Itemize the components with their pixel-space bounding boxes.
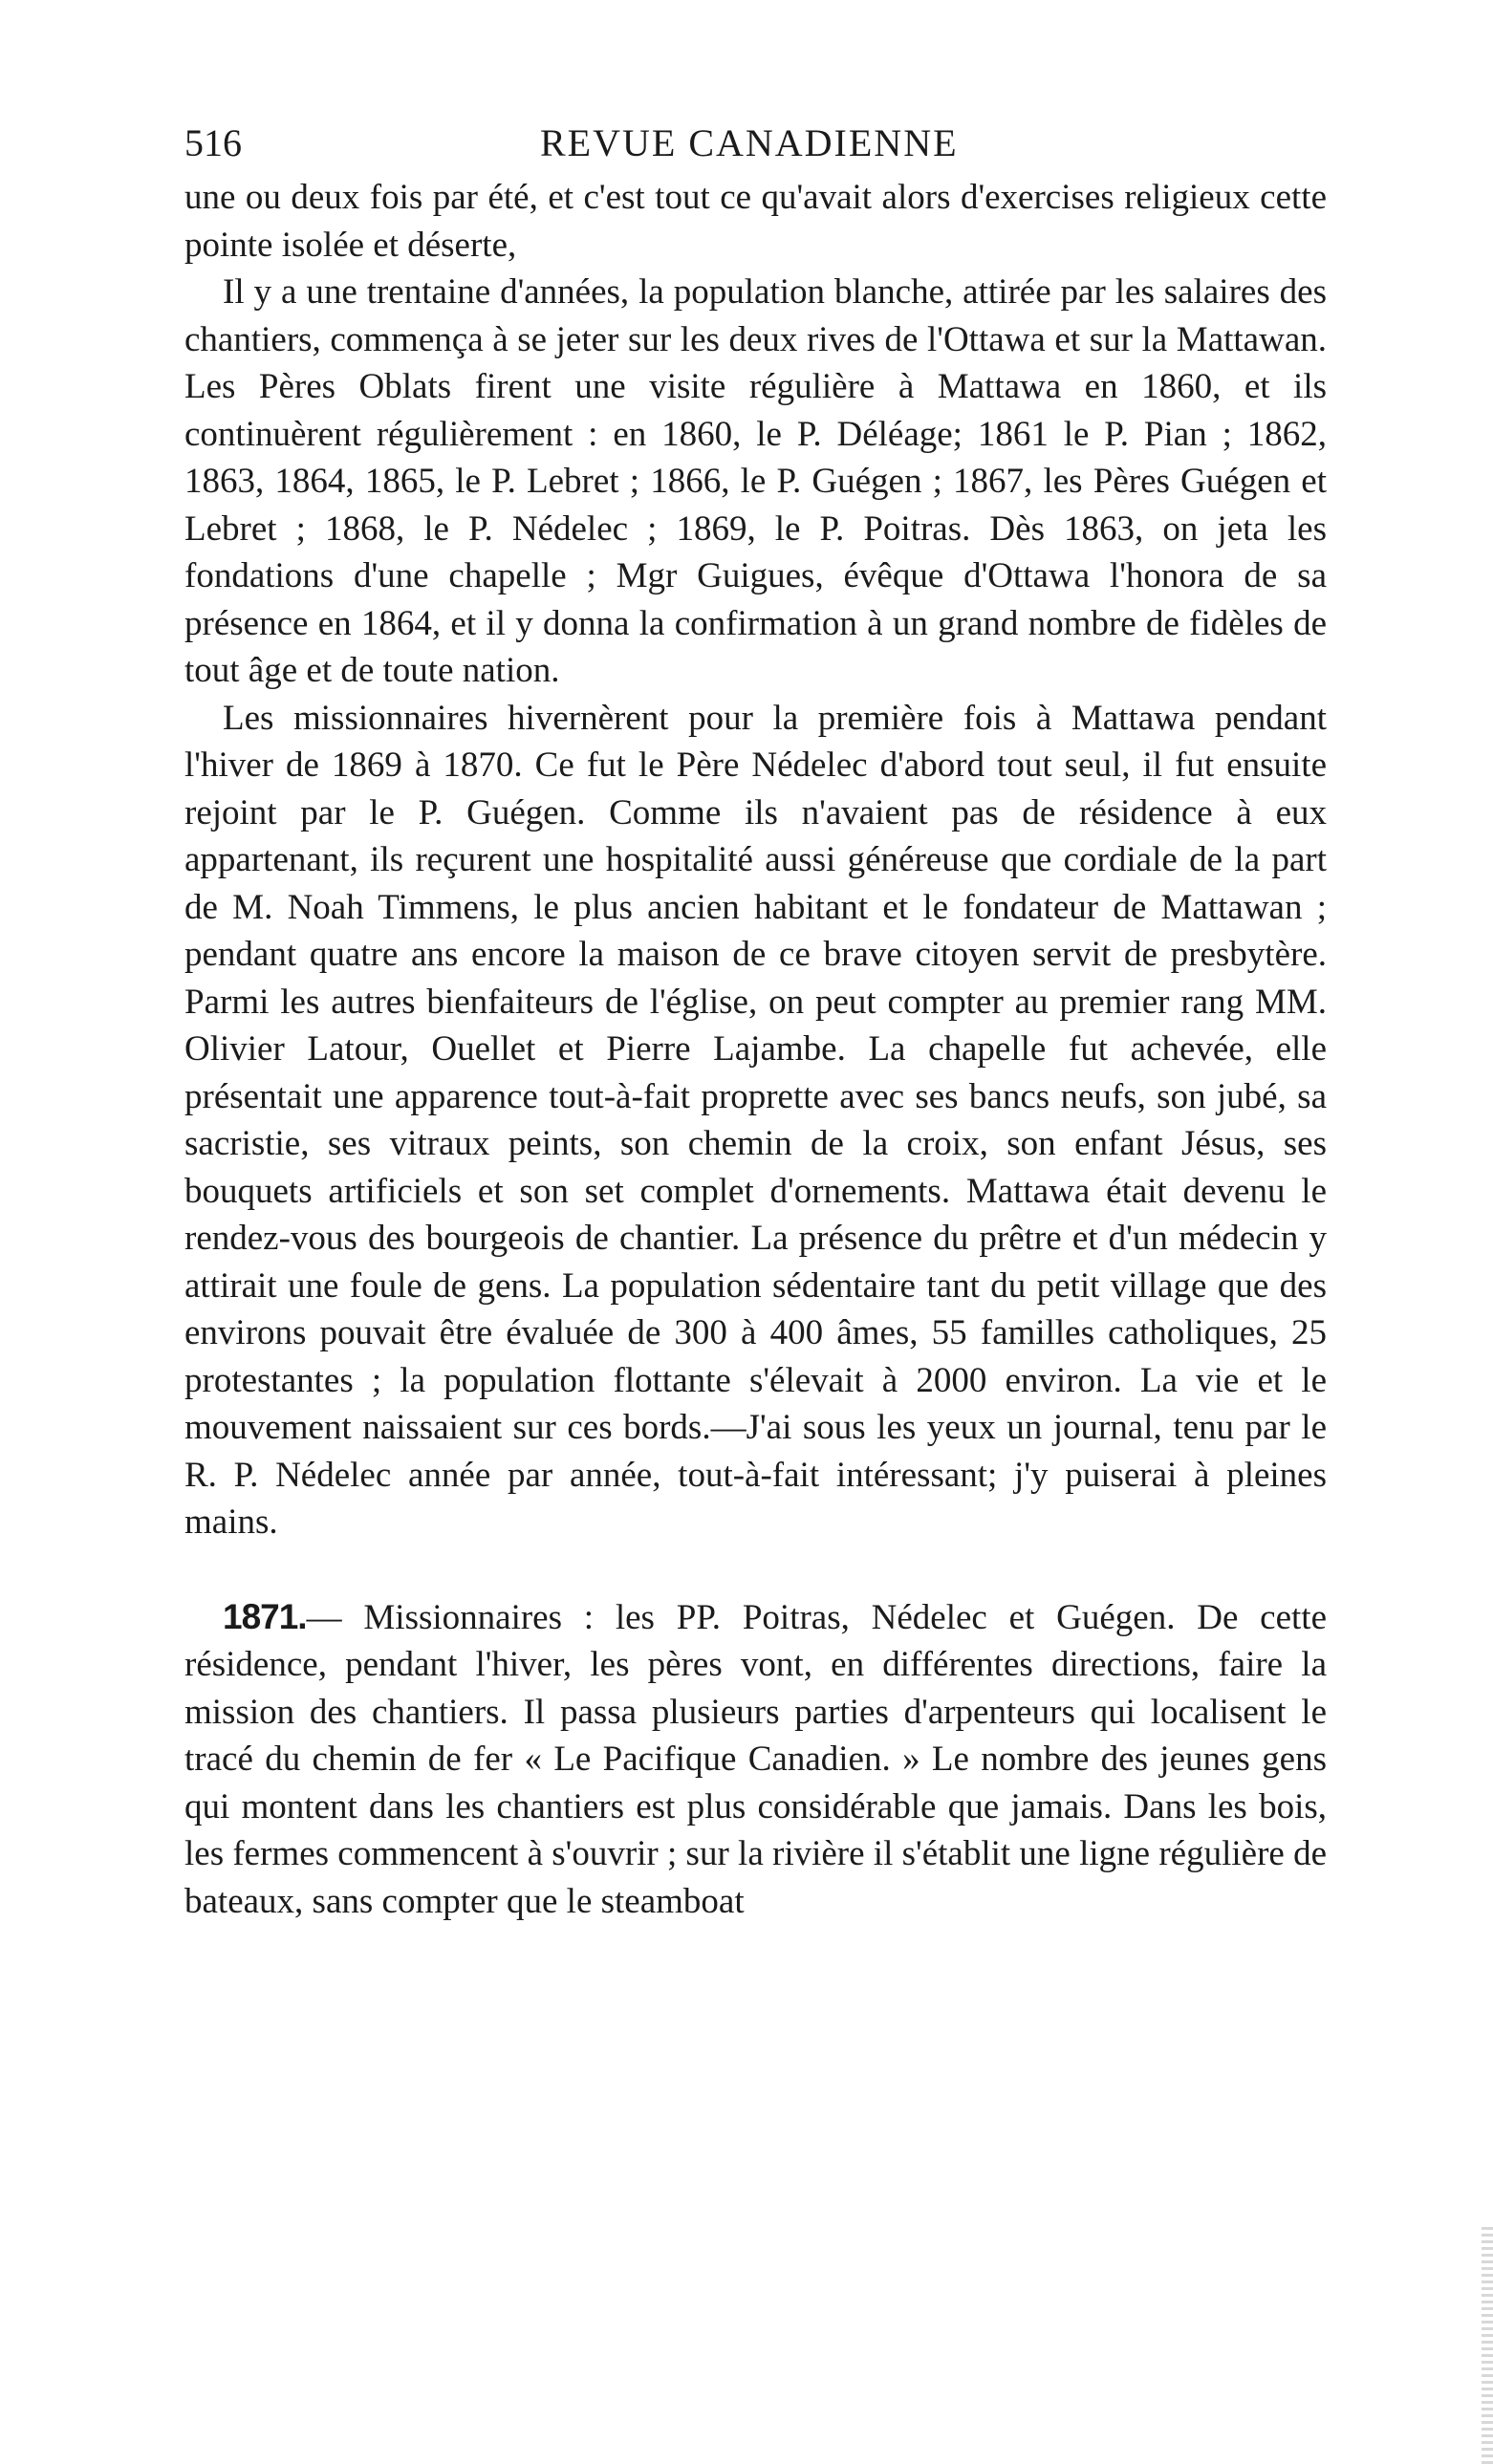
book-page (184, 115, 1327, 1925)
paragraph-missionaries-winter: Les missionnaires hivernèrent pour la première fois à Mattawa pendant l'hiver de 1869 à 1870. Ce fut le Père Nédelec d'abord tout seul, il fut ensuite rejoint par le P. Guégen. Comme ils n'avaient pas de résidence à eux appartenant, ils reçurent une hospitalité aussi généreuse que cordiale de la part de M. Noah Timmens, le plus ancien habitant et le fondateur de Mattawan ; pendant quatre ans encore la maison de ce brave citoyen servit de presbytère. Parmi les autres bienfaiteurs de l'église, on peut compter au premier rang MM. Olivier Latour, Ouellet et Pierre Lajambe. La chapelle fut achevée, elle présentait une apparence tout-à-fait proprette avec ses bancs neufs, son jubé, sa sacristie, ses vitraux peints, son chemin de la croix, son enfant Jésus, ses bouquets artificiels et son set complet d'ornements. Mattawa était devenu le rendez-vous des bourgeois de chantier. La présence du prêtre et d'un médecin y attirait une foule de gens. La population sédentaire tant du petit village que des environs pouvait être évaluée de 300 à 400 âmes, 55 familles catholiques, 25 protestantes ; la population flottante s'élevait à 2000 environ. La vie et le mouvement naissaient sur ces bords.—J'ai sous les yeux un journal, tenu par le R. P. Nédelec année par année, tout-à-fait intéressant; j'y puiserai à pleines mains. (184, 698, 1327, 1542)
running-head (184, 115, 1327, 172)
section-1871-text: — Missionnaires : les PP. Poitras, Nédelec et Guégen. De cette résidence, pendant l'hiver, les pères vont, en différentes directions, faire la mission des chantiers. Il passa plusieurs parties d'arpenteurs qui localisent le tracé du chemin de fer « Le Pacifique Canadien. » Le nombre des jeunes gens qui montent dans les chantiers est plus considérable que jamais. Dans les bois, les fermes commencent à s'ouvrir ; sur la rivière il s'établit une ligne régulière de bateaux, sans compter que le steamboat (184, 1597, 1327, 1921)
body-text (184, 174, 1327, 1925)
paragraph-settlement-history: Il y a une trentaine d'années, la population blanche, attirée par les salaires des chantiers, commença à se jeter sur les deux rives de l'Ottawa et sur la Mattawan. Les Pères Oblats firent une visite régulière à Mattawa en 1860, et ils continuèrent régulièrement : en 1860, le P. Déléage; 1861 le P. Pian ; 1862, 1863, 1864, 1865, le P. Lebret ; 1866, le P. Guégen ; 1867, les Pères Guégen et Lebret ; 1868, le P. Nédelec ; 1869, le P. Poitras. Dès 1863, on jeta les fondations d'une chapelle ; Mgr Guigues, évêque d'Ottawa l'honora de sa présence en 1864, et il y donna la confirmation à un grand nombre de fidèles de tout âge et de toute nation. (184, 272, 1327, 690)
paragraph-continued: une ou deux fois par été, et c'est tout ce qu'avait alors d'exercises religieux cette pointe isolée et déserte, (184, 178, 1327, 265)
year-heading: 1871. (223, 1596, 307, 1636)
page-edge-scan-mark (1482, 2227, 1493, 2464)
journal-title: REVUE CANADIENNE (540, 121, 959, 164)
section-1871 (184, 1593, 1327, 1926)
page-number: 516 (184, 121, 242, 164)
